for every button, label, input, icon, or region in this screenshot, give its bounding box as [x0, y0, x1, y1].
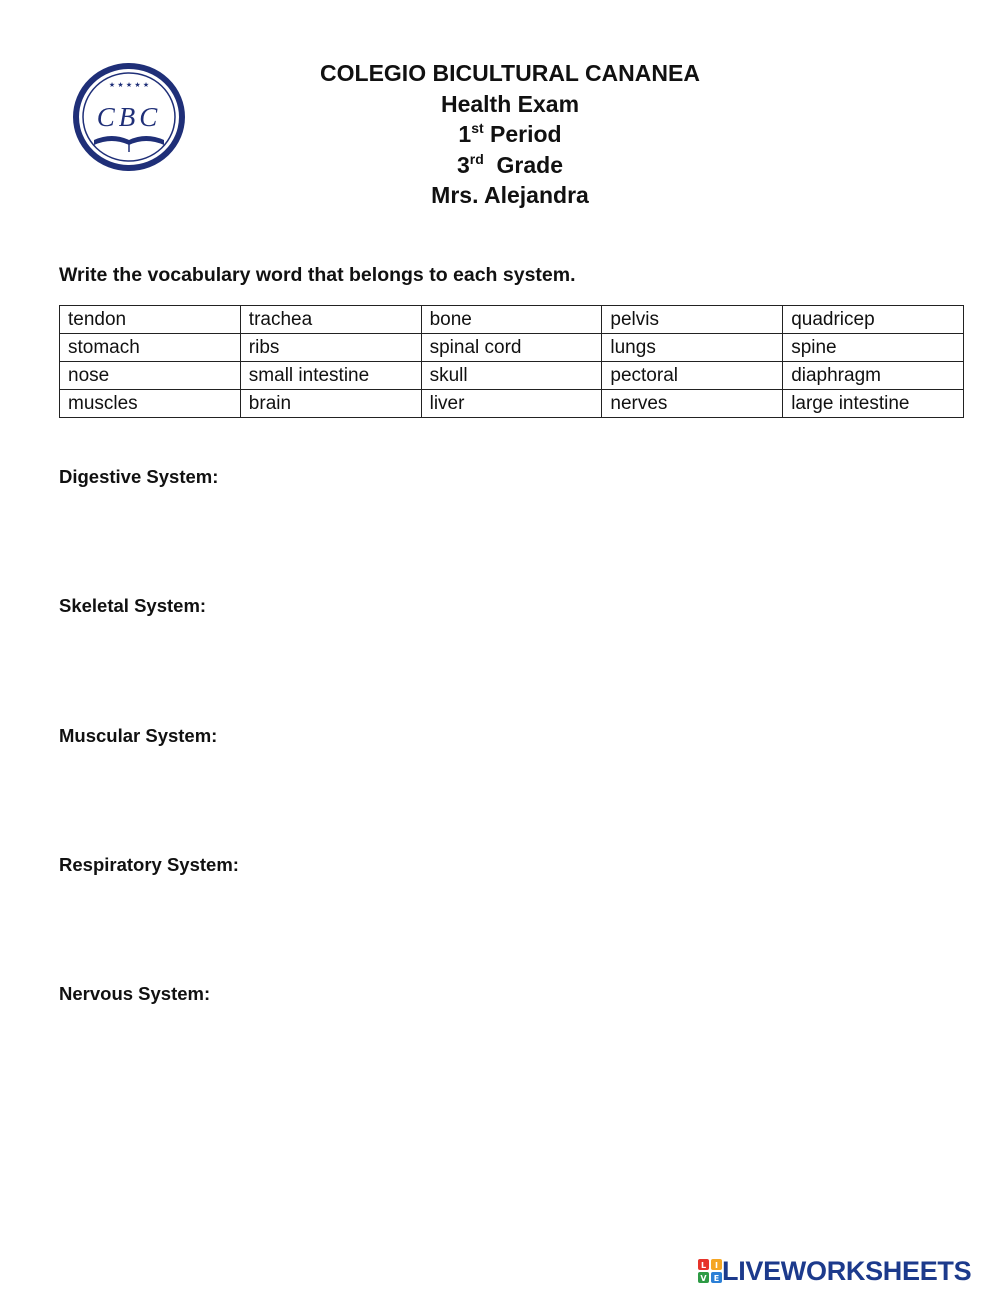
muscular-system-label: Muscular System:	[59, 725, 218, 746]
vocab-cell: bone	[421, 306, 602, 334]
vocab-cell: nerves	[602, 390, 783, 418]
vocab-cell: small intestine	[240, 362, 421, 390]
liveworksheets-icon	[698, 1259, 722, 1283]
vocab-cell: spinal cord	[421, 334, 602, 362]
exam-period: 1st Period	[458, 120, 562, 147]
vocab-cell: lungs	[602, 334, 783, 362]
vocab-cell: nose	[60, 362, 241, 390]
nervous-system-label: Nervous System:	[59, 983, 211, 1004]
table-row	[60, 334, 964, 362]
skeletal-system-label: Skeletal System:	[59, 595, 207, 616]
vocab-cell: skull	[421, 362, 602, 390]
school-logo	[72, 62, 186, 172]
icon-letter: L	[700, 1261, 707, 1270]
vocab-cell: pectoral	[602, 362, 783, 390]
exam-grade: 3rd Grade	[456, 150, 564, 178]
table-row	[60, 390, 964, 418]
icon-letter: V	[700, 1274, 707, 1283]
exam-title: Health Exam	[440, 90, 580, 117]
vocab-cell: diaphragm	[783, 362, 964, 390]
vocab-cell: stomach	[60, 334, 241, 362]
icon-letter: E	[713, 1274, 720, 1283]
exam-header	[250, 58, 770, 211]
vocab-cell: ribs	[240, 334, 421, 362]
vocab-cell: pelvis	[602, 306, 783, 334]
logo-stars: ★ ★ ★ ★ ★	[108, 81, 150, 89]
vocab-cell: spine	[783, 334, 964, 362]
instruction: Write the vocabulary word that belongs to each system.	[59, 264, 576, 286]
table-row	[60, 362, 964, 390]
icon-letter: I	[715, 1261, 718, 1270]
table-row	[60, 306, 964, 334]
respiratory-system-label: Respiratory System:	[59, 854, 239, 875]
vocab-cell: tendon	[60, 306, 241, 334]
vocab-cell: quadricep	[783, 306, 964, 334]
vocab-cell: liver	[421, 390, 602, 418]
vocabulary-table	[59, 305, 964, 418]
liveworksheets-logo	[698, 1257, 971, 1285]
teacher-name: Mrs. Alejandra	[431, 182, 589, 208]
vocab-cell: muscles	[60, 390, 241, 418]
vocab-cell: trachea	[240, 306, 421, 334]
digestive-system-label: Digestive System:	[59, 466, 219, 487]
vocab-cell: large intestine	[783, 390, 964, 418]
liveworksheets-wordmark: LIVEWORKSHEETS	[722, 1256, 972, 1286]
logo-letters: CBC	[96, 102, 162, 132]
vocab-cell: brain	[240, 390, 421, 418]
school-name: COLEGIO BICULTURAL CANANEA	[320, 60, 700, 86]
